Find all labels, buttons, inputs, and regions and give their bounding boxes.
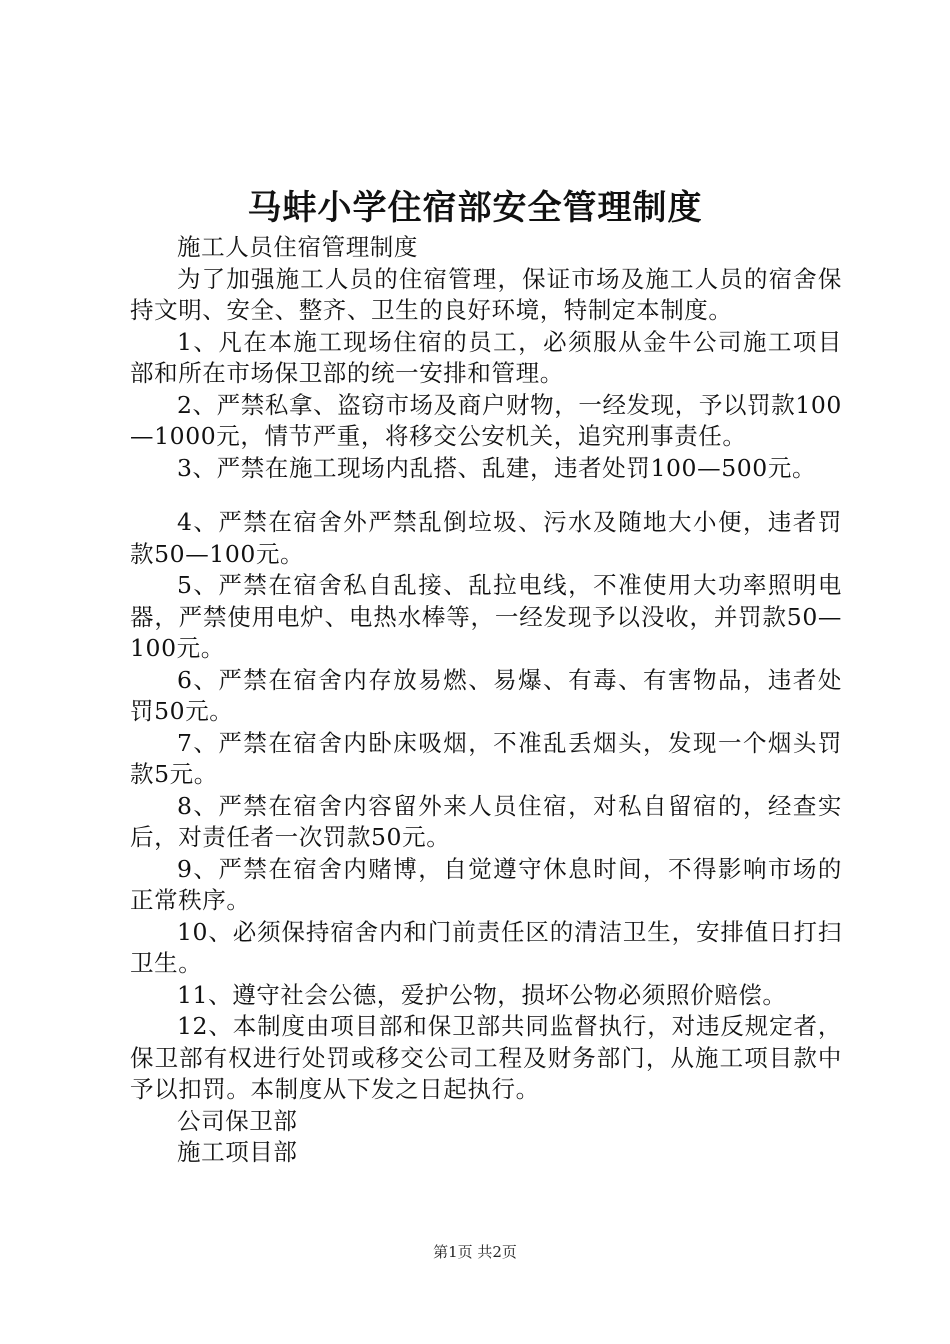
intro-paragraph: 为了加强施工人员的住宿管理，保证市场及施工人员的宿舍保持文明、安全、整齐、卫生的良好环境，特制定本制度。	[130, 264, 842, 324]
rule-5: 5、严禁在宿舍私自乱接、乱拉电线，不准使用大功率照明电器，严禁使用电炉、电热水棒等，一经发现予以没收，并罚款50—100元。	[130, 571, 842, 662]
rule-11: 11、遵守社会公德，爱护公物，损坏公物必须照价赔偿。	[177, 980, 787, 1009]
signature-project-dept: 施工项目部	[177, 1138, 298, 1166]
document-body	[130, 232, 842, 1169]
page-footer: 第1页 共2页	[433, 1243, 517, 1261]
document-title: 马蚌小学住宿部安全管理制度	[247, 188, 703, 228]
section-heading: 施工人员住宿管理制度	[177, 233, 418, 261]
rule-2: 2、严禁私拿、盗窃市场及商户财物，一经发现，予以罚款100—1000元，情节严重，将移交公安机关，追究刑事责任。	[130, 390, 842, 450]
rule-9: 9、严禁在宿舍内赌博，自觉遵守休息时间，不得影响市场的正常秩序。	[130, 854, 842, 914]
signature-security-dept: 公司保卫部	[177, 1106, 298, 1135]
rule-3: 3、严禁在施工现场内乱搭、乱建，违者处罚100—500元。	[177, 453, 817, 482]
rule-10: 10、必须保持宿舍内和门前责任区的清洁卫生，安排值日打扫卫生。	[130, 917, 842, 977]
rule-12: 12、本制度由项目部和保卫部共同监督执行，对违反规定者，保卫部有权进行处罚或移交公司工程及财务部门，从施工项目款中予以扣罚。本制度从下发之日起执行。	[130, 1012, 842, 1103]
rule-8: 8、严禁在宿舍内容留外来人员住宿，对私自留宿的，经查实后，对责任者一次罚款50元。	[130, 791, 842, 851]
rule-1: 1、凡在本施工现场住宿的员工，必须服从金牛公司施工项目部和所在市场保卫部的统一安排和管理。	[130, 327, 842, 387]
rule-7: 7、严禁在宿舍内卧床吸烟，不准乱丢烟头，发现一个烟头罚款5元。	[130, 728, 842, 788]
rule-4: 4、严禁在宿舍外严禁乱倒垃圾、污水及随地大小便，违者罚款50—100元。	[130, 508, 842, 568]
rule-6: 6、严禁在宿舍内存放易燃、易爆、有毒、有害物品，违者处罚50元。	[130, 665, 842, 725]
